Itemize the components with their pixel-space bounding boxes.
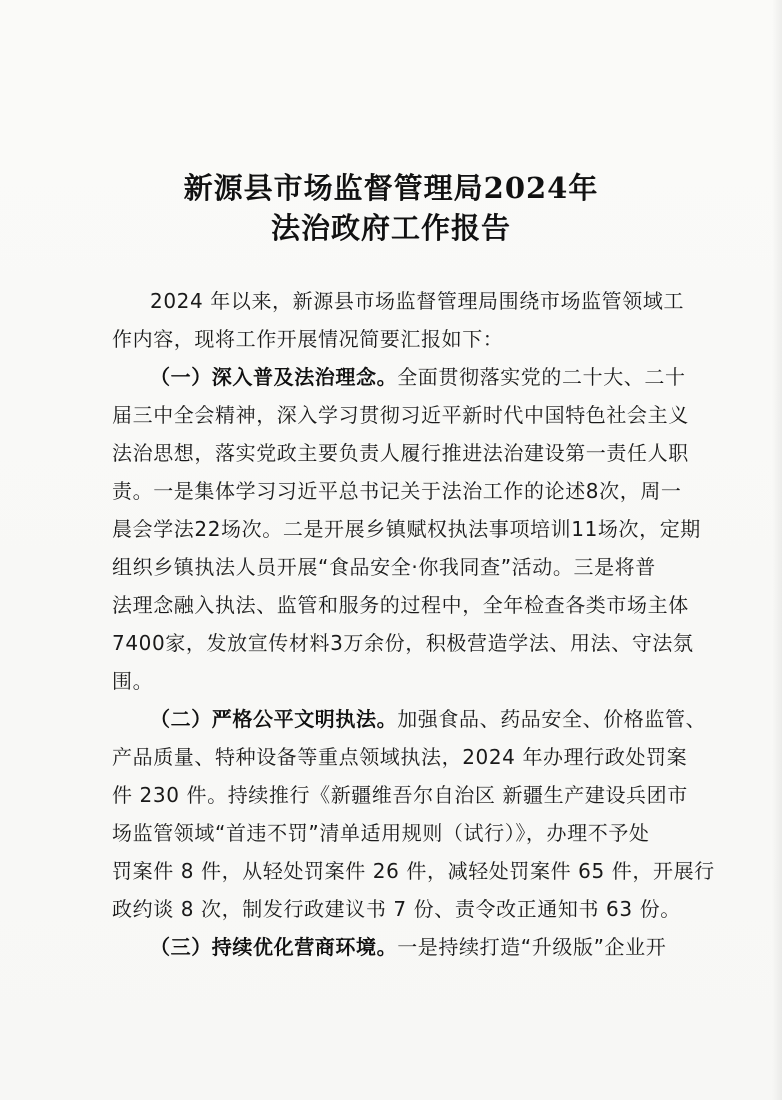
section-1-line-7: 法理念融入执法、监管和服务的过程中，全年检查各类市场主体	[112, 593, 689, 617]
scan-edge-shadow	[772, 0, 782, 1100]
section-1-line-3: 法治思想，落实党政主要负责人履行推进法治建设第一责任人职	[112, 441, 689, 465]
section-2-line-2: 产品质量、特种设备等重点领域执法，2024 年办理行政处罚案	[112, 745, 688, 769]
intro-line-2: 作内容，现将工作开展情况简要汇报如下：	[112, 327, 504, 351]
section-3-heading: （三）持续优化营商环境。	[150, 935, 398, 959]
section-2-line-6: 政约谈 8 次，制发行政建议书 7 份、责令改正通知书 63 份。	[112, 897, 681, 921]
section-1-heading: （一）深入普及法治理念。	[150, 365, 398, 389]
section-2-text: 加强食品、药品安全、价格监管、	[397, 707, 707, 731]
report-title-line-2: 法治政府工作报告	[270, 211, 511, 245]
section-1-line-8: 7400家，发放宣传材料3万余份，积极营造学法、用法、守法氛	[112, 631, 694, 655]
section-3-line-1	[150, 937, 694, 957]
report-title-line-1: 新源县市场监督管理局2024年	[183, 171, 599, 205]
section-1-line-4: 责。一是集体学习习近平总书记关于法治工作的论述8次，周一	[112, 479, 682, 503]
section-1-line-9: 围。	[112, 669, 154, 693]
section-1-text: 全面贯彻落实党的二十大、二十	[397, 365, 686, 389]
section-1-line-1	[150, 367, 694, 387]
section-2-line-1	[150, 707, 707, 731]
section-2-line-5: 罚案件 8 件，从轻处罚案件 26 件，减轻处罚案件 65 件，开展行	[112, 859, 715, 883]
section-1-line-2: 届三中全会精神，深入学习贯彻习近平新时代中国特色社会主义	[112, 403, 689, 427]
section-2-line-4: 场监管领域“首违不罚”清单适用规则（试行）》，办理不予处	[112, 821, 650, 845]
section-3-text: 一是持续打造“升级版”企业开	[397, 935, 667, 959]
section-2-line-3: 件 230 件。持续推行《新疆维吾尔自治区 新疆生产建设兵团市	[112, 783, 688, 807]
section-1-line-5: 晨会学法22场次。二是开展乡镇赋权执法事项培训11场次，定期	[112, 517, 701, 541]
section-2-heading: （二）严格公平文明执法。	[150, 707, 398, 731]
section-1-line-6: 组织乡镇执法人员开展“食品安全·你我同查”活动。三是将普	[112, 555, 656, 579]
intro-line-1: 2024 年以来，新源县市场监督管理局围绕市场监管领域工	[150, 289, 685, 313]
